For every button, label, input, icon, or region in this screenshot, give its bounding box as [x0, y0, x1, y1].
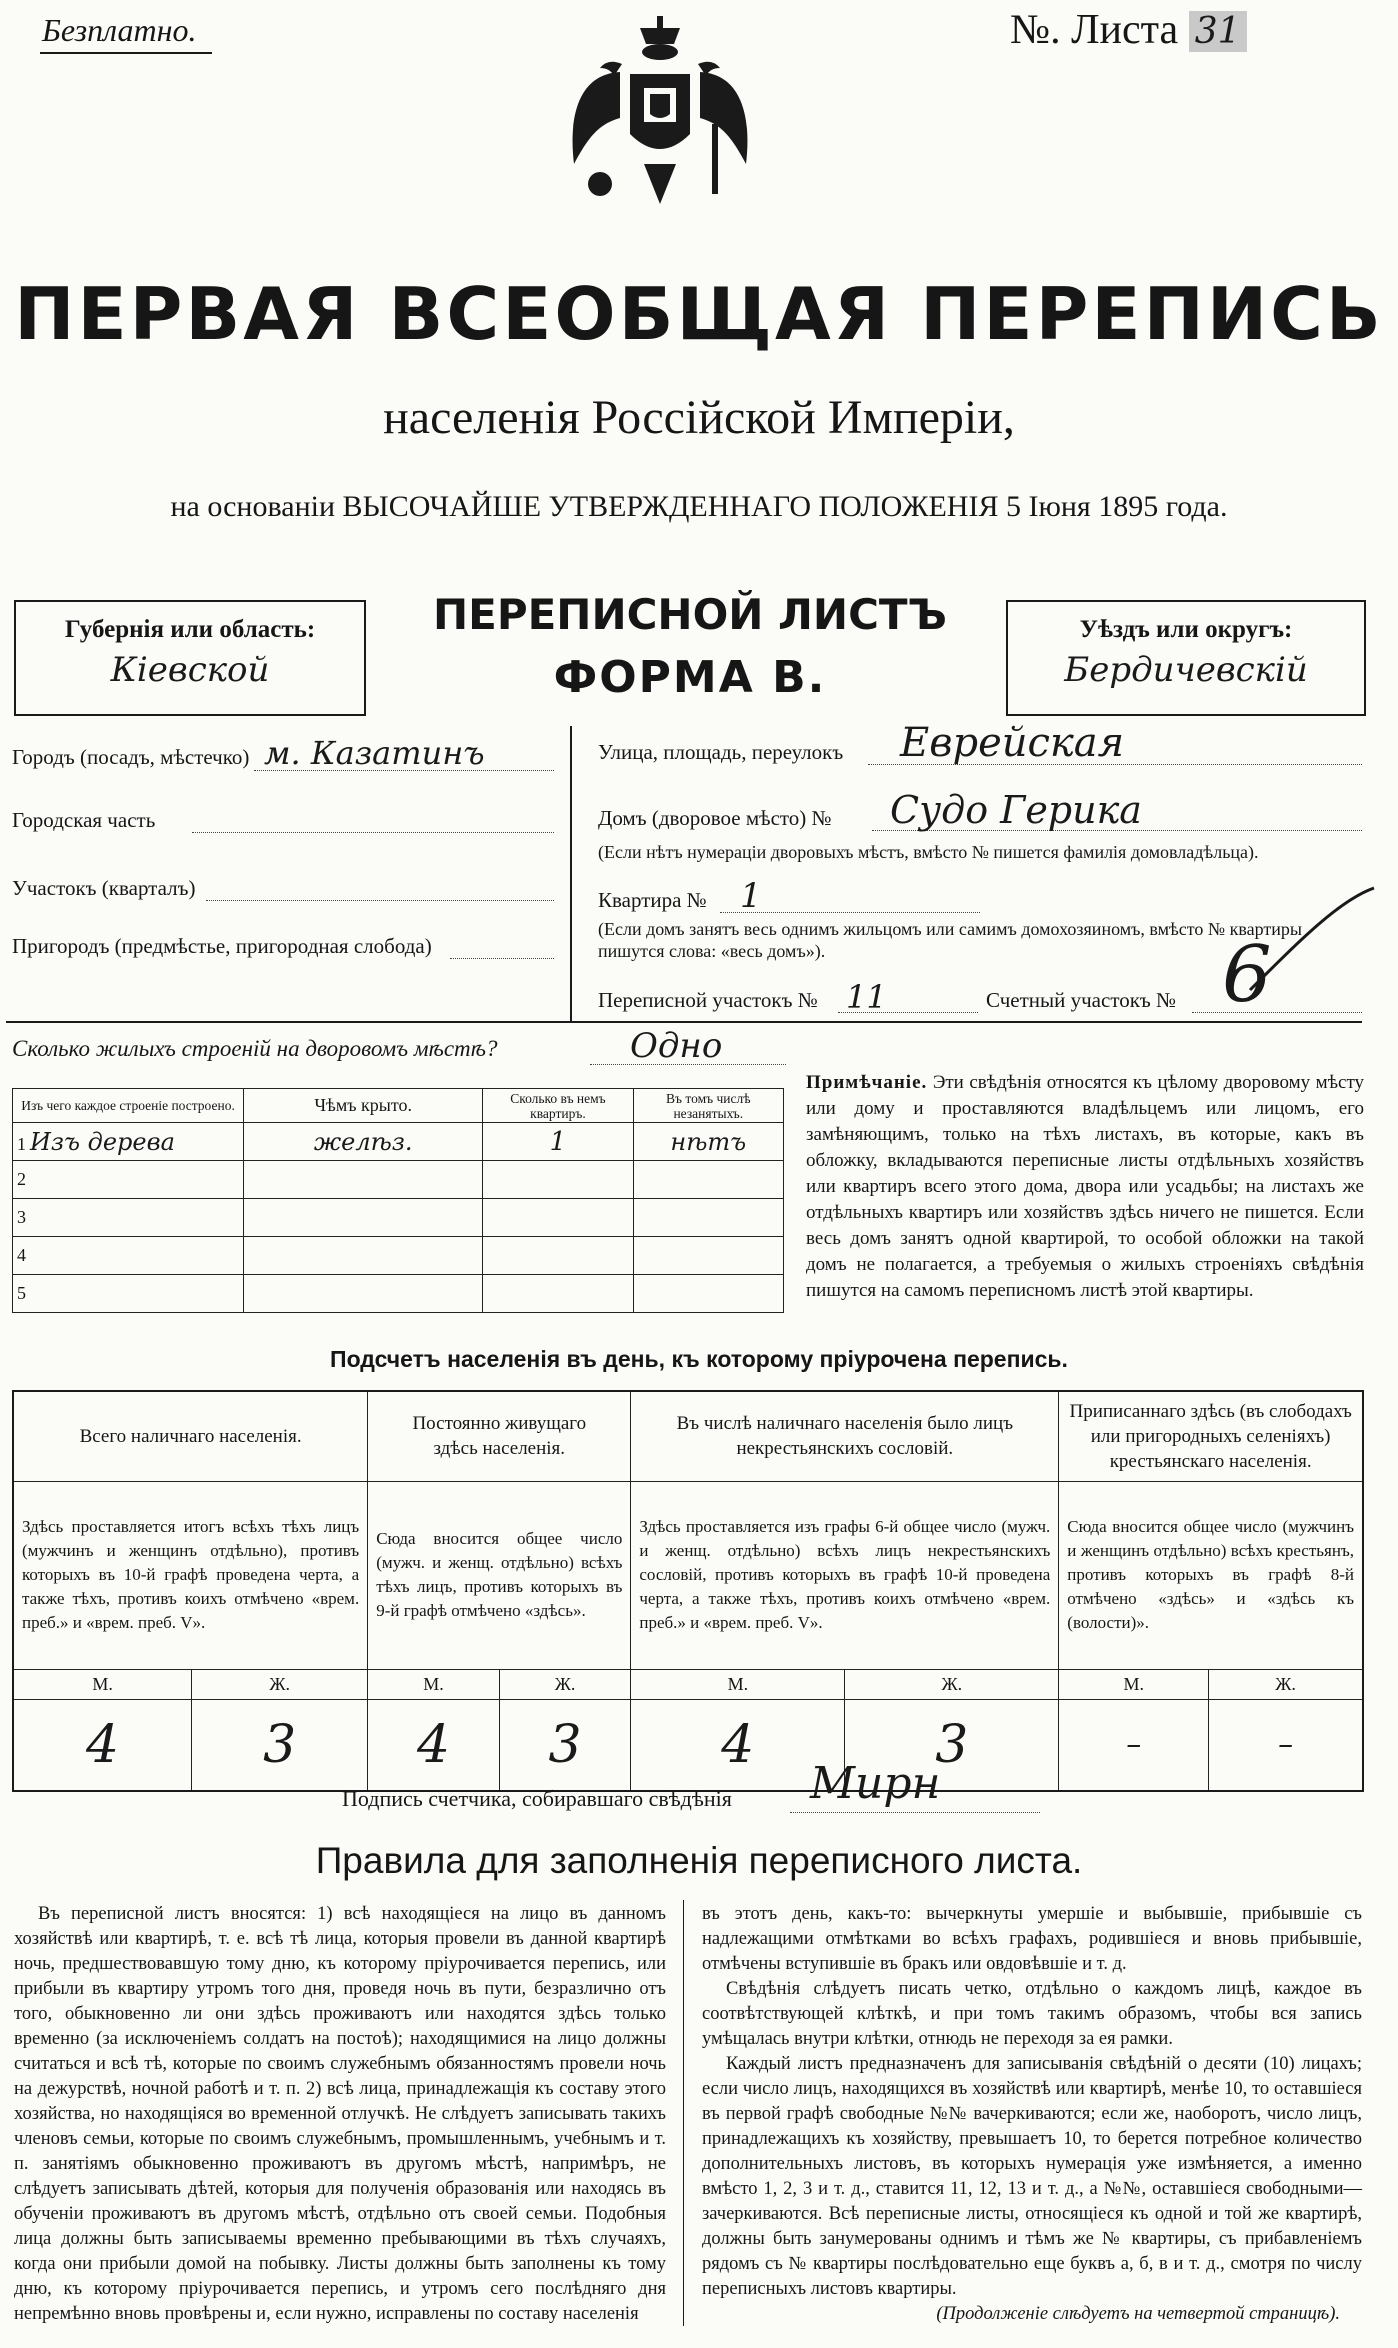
- rules-left-column: Въ переписной листъ вносятся: 1) всѣ находящіеся на лицо въ данномъ хозяйствѣ или квартирѣ, т. е. всѣ тѣ лица, которыя провели въ данной квартирѣ ночь, предшествовавшую тому дню, къ которому пріурочивается перепись, или прибыли въ квартиру утромъ того дня, проведя ночь въ пути, безразлично отъ того, обыкновенно ли они здѣсь проживаютъ или находятся здѣсь только временно (за исключеніемъ солдатъ на постоѣ); находящимися на лицо должны считаться и всѣ тѣ, которые по своимъ служебнымъ обязанностямъ провели ночь на дежурствѣ, ночной работѣ и т. п. 2) всѣ лица, принадлежащія къ составу этого хозяйства, но находящіяся во временной отлучкѣ. Не слѣдуетъ записывать такихъ членовъ семьи, которые по своимъ служебнымъ, промышленнымъ, учебнымъ и т. п. занятіямъ обыкновенно проживаютъ въ другомъ мѣстѣ, напримѣръ, не слѣдуетъ записывать дѣтей, которыя для полученія образованія или находясь въ обученіи проживаютъ въ другомъ мѣстѣ, отдѣльно отъ своей семьи. Подобныя лица должны быть записываемы временно пребывающими въ тѣхъ случаяхъ, когда они прибыли домой на побывку. Листы должны быть заполнены къ тому дню, къ которому пріурочивается перепись, и утромъ сего послѣдняго дня непремѣнно вновь провѣрены и, если нужно, исправлены по составу населенія: [14, 1904, 666, 2324]
- population-col1-desc: Здѣсь проставляется итогъ всѣхъ тѣхъ лицъ (мужчинъ и женщинъ отдѣльно), противъ которыхъ въ 10-й графѣ проведена черта, а также тѣхъ, противъ коихъ отмѣчено «врем. преб.» и «врем. преб. V».: [13, 1481, 368, 1669]
- population-col1-f: 3: [192, 1699, 368, 1791]
- precinct-dots: [206, 900, 554, 901]
- table-row: 2: [13, 1161, 784, 1199]
- free-underline: [40, 52, 212, 54]
- population-col2-title: Постоянно живущаго здѣсь населенія.: [368, 1391, 631, 1481]
- buildings-header-apartments: Сколько въ немъ квартиръ.: [483, 1089, 633, 1123]
- page-subtitle: населенія Россійской Имперіи,: [383, 391, 1015, 444]
- count-area-value: 6: [1222, 930, 1272, 1020]
- pen-stroke: [1240, 880, 1380, 1000]
- buildings-cell-material: 1 Изъ дерева: [13, 1123, 244, 1161]
- address-divider: [570, 726, 572, 1021]
- buildings-header-roof: Чѣмъ крыто.: [244, 1089, 483, 1123]
- apartment-value: 1: [740, 876, 762, 916]
- count-area-label: Счетный участокъ №: [986, 988, 1177, 1012]
- precinct-label: Участокъ (кварталъ): [12, 876, 196, 900]
- buildings-note: [806, 1070, 1364, 1304]
- buildings-answer: Одно: [630, 1026, 723, 1066]
- house-label: Домъ (дворовое мѣсто) №: [598, 806, 832, 830]
- basis-line: на основаніи ВЫСОЧАЙШЕ УТВЕРЖДЕННАГО ПОЛОЖЕНІЯ 5 Іюня 1895 года.: [170, 490, 1228, 523]
- table-row: 3: [13, 1199, 784, 1237]
- buildings-cell-vacant: нѣтъ: [633, 1123, 783, 1161]
- table-row: 5: [13, 1275, 784, 1313]
- apartment-note: (Если домъ занятъ весь однимъ жильцомъ или самимъ домохозяиномъ, вмѣсто № квартиры пишутся слова: «весь домъ»).: [598, 919, 1302, 961]
- rules-divider: [683, 1900, 684, 2326]
- page-title: ПЕРВАЯ ВСЕОБЩАЯ ПЕРЕПИСЬ: [14, 272, 1384, 356]
- sheet-number-label: №. Листа: [1010, 7, 1179, 53]
- population-col4-m: –: [1059, 1699, 1209, 1791]
- suburb-label: Пригородъ (предмѣстье, пригородная слобода): [12, 934, 432, 958]
- city-label: Городъ (посадъ, мѣстечко): [12, 745, 250, 769]
- uezd-label: Уѣздъ или округъ:: [1079, 616, 1293, 643]
- rules-right-column: [702, 1902, 1362, 2327]
- population-table: [12, 1390, 1364, 1792]
- population-values-row: [13, 1699, 1363, 1791]
- sheet-number-value: 31: [1189, 11, 1247, 52]
- uezd-value: Бердичевскій: [1064, 650, 1308, 690]
- guberniya-value: Кіевской: [110, 650, 270, 690]
- population-col3-desc: Здѣсь проставляется изъ графы 6-й общее число (мужч. и женщ. отдѣльно) всѣхъ лицъ некрестьянскихъ сословій, противъ которыхъ въ графѣ 10-й проведена черта, а также тѣхъ, противъ коихъ отмѣчено «врем. преб.» и «врем. преб. V».: [631, 1481, 1059, 1669]
- form-title: ПЕРЕПИСНОЙ ЛИСТЪ: [432, 590, 948, 639]
- district-dots: [192, 832, 554, 833]
- buildings-question: Сколько жилыхъ строеній на дворовомъ мѣстѣ?: [12, 1036, 498, 1061]
- free-label: Безплатно.: [42, 12, 197, 48]
- note-title: Примѣчаніе.: [806, 1072, 928, 1093]
- suburb-dots: [450, 958, 554, 959]
- m-label: М.: [368, 1669, 500, 1699]
- population-desc-row: [13, 1481, 1363, 1669]
- f-label: Ж.: [1209, 1669, 1363, 1699]
- population-col2-desc: Сюда вносится общее число (мужч. и женщ. отдѣльно) всѣхъ тѣхъ лицъ, противъ которыхъ въ 9-й графѣ отмѣчено «здѣсь».: [368, 1481, 631, 1669]
- rules-right-p3: Каждый листъ предназначенъ для записыванія свѣдѣній о десяти (10) лицахъ; если число лицъ, находящихся въ хозяйствѣ или квартирѣ, менѣе 10, то оставшіеся въ первой графѣ свободные №№ вачеркиваются; если же, наоборотъ, число лицъ, принадлежащихъ къ хозяйству, превышаетъ 10, то берется потребное количество дополнительныхъ листовъ, въ которыхъ нумерація уже измѣняется, а именно вмѣсто 1, 2, 3 и т. д., ставится 11, 12, 13 и т. д., а №№, оставшіеся свободными—зачеркиваются. Всѣ переписные листы, относящіеся къ одной и той же квартирѣ, должны быть занумерованы однимъ и тѣмъ же № квартиры, съ прибавленіемъ рядомъ съ № квартиры послѣдовательно еще буквъ а, б, в и т. д., смотря по числу переписныхъ листовъ квартиры.: [702, 2054, 1362, 2299]
- f-label: Ж.: [845, 1669, 1059, 1699]
- population-title: Подсчетъ населенія въ день, къ которому пріурочена перепись.: [330, 1346, 1068, 1372]
- population-col4-title: Приписаннаго здѣсь (въ слободахъ или пригородныхъ селеніяхъ) крестьянскаго населенія.: [1059, 1391, 1363, 1481]
- guberniya-box: [14, 600, 366, 716]
- guberniya-label: Губернія или область:: [64, 616, 316, 643]
- population-col4-f: –: [1209, 1699, 1363, 1791]
- population-mf-row: [13, 1669, 1363, 1699]
- population-col2-f: 3: [499, 1699, 631, 1791]
- buildings-cell-roof: желѣз.: [244, 1123, 483, 1161]
- house-note: (Если нѣтъ нумераціи дворовыхъ мѣстъ, вмѣсто № пишется фамилія домовладѣльца).: [598, 842, 1259, 862]
- m-label: М.: [1059, 1669, 1209, 1699]
- rules-right-p1: въ этотъ день, какъ-то: вычеркнуты умершіе и выбывшіе, прибывшіе съ надлежащими отмѣтками во всѣхъ графахъ, родившіеся и вновь прибывшіе, отмѣчены вступившіе въ бракъ или овдовѣвшіе и т. д.: [702, 1904, 1362, 1974]
- f-label: Ж.: [499, 1669, 631, 1699]
- address-bottom-rule: [6, 1021, 1362, 1023]
- f-label: Ж.: [192, 1669, 368, 1699]
- house-value: Судо Герика: [890, 788, 1142, 832]
- population-col1-title: Всего наличнаго населенія.: [13, 1391, 368, 1481]
- population-header-row: [13, 1391, 1363, 1481]
- m-label: М.: [13, 1669, 192, 1699]
- population-col4-desc: Сюда вносится общее число (мужчинъ и женщинъ отдѣльно) всѣхъ крестьянъ, противъ которыхъ въ графѣ 8-й отмѣчено «здѣсь» и «здѣсь къ (волости)».: [1059, 1481, 1363, 1669]
- rules-continued: (Продолженіе слѣдуетъ на четвертой страницѣ).: [936, 2304, 1340, 2324]
- population-col3-title: Въ числѣ наличнаго населенія было лицъ некрестьянскихъ сословій.: [631, 1391, 1059, 1481]
- sheet-number: [1010, 6, 1247, 54]
- street-value: Еврейская: [900, 720, 1125, 766]
- buildings-table: [12, 1088, 784, 1313]
- population-col2-m: 4: [368, 1699, 500, 1791]
- buildings-header-vacant: Въ томъ числѣ незанятыхъ.: [633, 1089, 783, 1123]
- note-text: Эти свѣдѣнія относятся къ цѣлому дворовому мѣсту или дому и проставляются владѣльцемъ или лицомъ, его замѣняющимъ, только на тѣхъ листахъ, въ которые, какъ въ обложку, вкладываются переписные листы отдѣльныхъ хозяйствъ или квартиръ всего этого дома, двора или усадьбы; на листахъ же отдѣльныхъ квартиръ или хозяйствъ здѣсь ничего не пишется. Если весь домъ занятъ одной квартирой, то особой обложки на такой домъ не полагается, а требуемыя о жилыхъ строеніяхъ свѣдѣнія пишутся на самомъ переписномъ листѣ этой квартиры.: [806, 1072, 1365, 1301]
- population-col3-f: 3: [845, 1699, 1059, 1791]
- street-label: Улица, площадь, переулокъ: [598, 740, 844, 764]
- rules-title: Правила для заполненія переписного листа.: [315, 1840, 1083, 1881]
- uezd-box: [1006, 600, 1366, 716]
- double-headed-eagle-emblem: [560, 14, 760, 214]
- population-col3-m: 4: [631, 1699, 845, 1791]
- form-label: ФОРМА В.: [553, 652, 827, 703]
- apartment-label: Квартира №: [598, 888, 707, 912]
- table-row: 4: [13, 1237, 784, 1275]
- buildings-cell-apartments: 1: [483, 1123, 633, 1161]
- m-label: М.: [631, 1669, 845, 1699]
- signature-value: Мирн: [810, 1758, 941, 1809]
- count-area-dots: [1192, 1012, 1362, 1013]
- signature-dots: [790, 1812, 1040, 1813]
- table-row: [13, 1123, 784, 1161]
- census-area-value: 11: [846, 978, 887, 1016]
- rules-right-p2: Свѣдѣнія слѣдуетъ писать четко, отдѣльно о каждомъ лицѣ, каждое въ соотвѣтствующей клѣткѣ, и при томъ такимъ образомъ, чтобы вся запись умѣщалась внутри клѣтки, отнюдь не переходя за ея рамки.: [702, 1979, 1362, 2049]
- city-value: м. Казатинъ: [264, 734, 485, 772]
- signature-label: Подпись счетчика, собиравшаго свѣдѣнія: [342, 1786, 732, 1811]
- district-label: Городская часть: [12, 808, 156, 832]
- population-col1-m: 4: [13, 1699, 192, 1791]
- census-area-label: Переписной участокъ №: [598, 988, 818, 1012]
- buildings-header-material: Изъ чего каждое строеніе построено.: [13, 1089, 244, 1123]
